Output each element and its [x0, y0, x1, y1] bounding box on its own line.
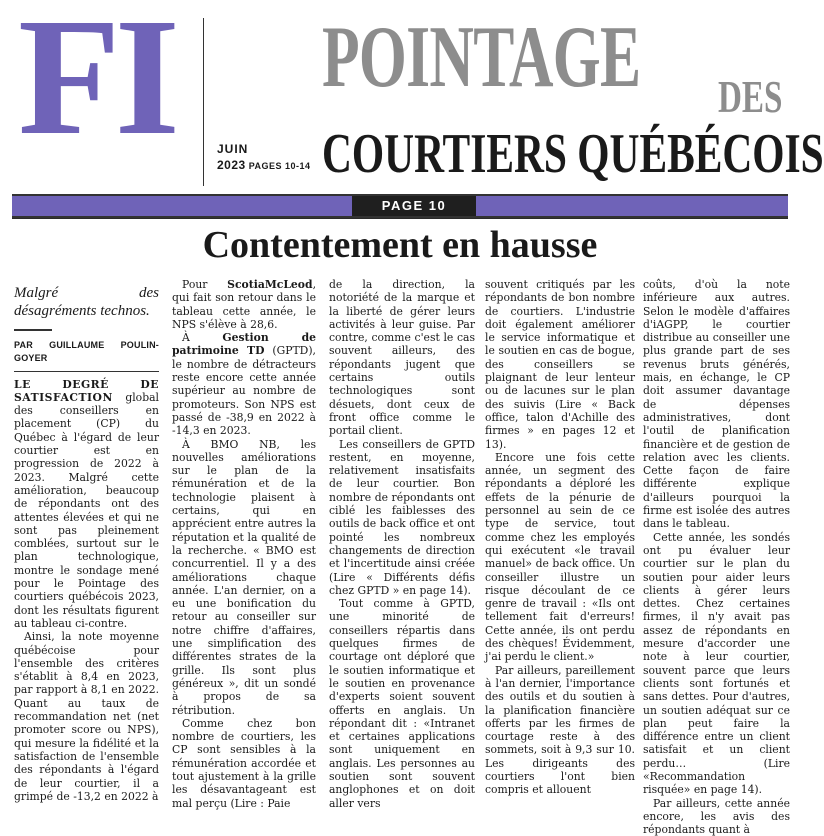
paragraph-text: Pour [182, 278, 228, 291]
paragraph: Comme chez bon nombre de courtiers, les CP sont sensibles à la rémunération accordée et tout ajustement à la grille les désavantageant est mal perçu (Lire : Paie [172, 716, 316, 810]
section-title-des: DES [718, 71, 783, 122]
paragraph-text: À [182, 331, 223, 345]
paragraph: Ainsi, la note moyenne québécoise pour l'ensemble des critères s'établit à 8,4 en 2023, par rapport à 8,1 en 2022. Quant au taux de recommandation net (net promoter score ou NPS), qui mesure la fidélité et la satisfaction de l'ensemble des répondants à l'égard de leur courtier, il a grimpé de -13,2 en 2022 à [14, 630, 159, 803]
article-byline: PAR GUILLAUME POULIN-GOYER [14, 339, 159, 372]
firm-name: Gestion de patrimoine TD [172, 331, 316, 358]
section-title-courtiers: COURTIERS QUÉBÉCOIS [322, 123, 824, 185]
paragraph: Par ailleurs, cette année encore, les avis des répondants quant à [643, 796, 790, 836]
paragraph-text: , qui fait son retour dans le tableau cette année, le NPS s'élève à 28,6. [172, 278, 316, 331]
paragraph [172, 331, 316, 437]
page-label: PAGE 10 [352, 196, 476, 216]
paragraph: Les conseillers de GPTD restent, en moyenne, relativement insatisfaits de leur courtier. Bon nombre de répondants ont ciblé les faiblesses des outils de back office et ont pointé les nombreux changements de direction et l'incertitude ainsi créée (Lire « Différents défis chez GPTD » en page 14). [329, 437, 475, 597]
issue-year-value: 2023 [217, 158, 246, 172]
paragraph: Par ailleurs, pareillement à l'an dernier, l'importance des outils et du soutien à la planification financière offerts par les firmes de courtage reste à des sommets, soit à 9,3 sur 10. Les dirigeants des courtiers l'ont bien compris et allouent [485, 663, 635, 797]
lead-rule [14, 329, 52, 331]
page-band [12, 194, 788, 218]
article-column-4 [485, 278, 635, 797]
issue-year [217, 158, 311, 172]
paragraph-text: global des conseillers en placement (CP) du Québec à l'égard de leur courtier est en progression de 2022 à 2023. Malgré cette amélioration, beaucoup de répondants ont des attentes élevées et qui ne sont pas pleinement comblées, surtout sur le plan technologique, montre le sondage mené pour le Pointage des courtiers québécois 2023, dont les résultats figurent au tableau ci-contre. [14, 390, 159, 630]
fi-logo: FI [18, 0, 174, 170]
article-headline: Contentement en hausse [202, 224, 598, 266]
article-column-3 [329, 278, 475, 810]
article-column-1 [14, 278, 159, 803]
paragraph: Encore une fois cette année, un segment des répondants a déploré les effets de la pénurie de personnel au sein de ce type de service, tout comme chez les employés qui exécutent «le travail manuel» de back office. Un conseiller illustre un risque découlant de ce genre de travail : «Ils ont tellement fait d'erreurs! Cette année, ils ont perdu des chèques! Évidemment, j'ai perdu le client.» [485, 450, 635, 664]
masthead-divider [203, 18, 204, 186]
paragraph: coûts, d'où la note inférieure aux autres. Selon le modèle d'affaires d'iAGPP, le courtier distribue au conseiller une plus grande part de ses revenus bruts générés, mais, en échange, le CP doit assumer davantage de dépenses administratives, dont l'outil de planification financière et de gestion de relation avec les clients. Cette façon de faire différente explique d'ailleurs pourquoi la firme est isolée des autres dans le tableau. [643, 278, 790, 531]
paragraph: À BMO NB, les nouvelles améliorations sur le plan de la rémunération et de la technologie plaisent à certains, qui en apprécient entre autres la réputation et la qualité de la recherche. « BMO est concurrentiel. Il y a des améliorations chaque année. L'an dernier, on a eu une bonification du retour au conseiller sur notre chiffre d'affaires, une simplification des différentes strates de la grille. Ils sont plus généreux », dit un sondé à propos de sa rétribution. [172, 437, 316, 717]
issue-month: JUIN [217, 142, 249, 156]
paragraph: de la direction, la notoriété de la marque et la liberté de gérer leurs activités à leur guise. Par contre, comme c'est le cas souvent ailleurs, des répondants jugent que certains outils technologiques sont désuets, dont ceux de front office comme le portail client. [329, 278, 475, 438]
paragraph: Tout comme à GPTD, une minorité de conseillers répartis dans quelques firmes de courtage ont déploré que le soutien informatique et le soutien en provenance d'experts soient souvent offerts en anglais. Un répondant dit : «Intranet et certaines applications sont uniquement en anglais. Les personnes au soutien sont souvent anglophones et on doit aller vers [329, 597, 475, 810]
article-column-2 [172, 278, 316, 810]
issue-pages: PAGES 10-14 [248, 161, 311, 171]
article-lead: Malgré des désagréments technos. [14, 285, 159, 319]
firm-name: ScotiaMcLeod [227, 278, 313, 291]
paragraph [172, 278, 316, 331]
band-underline [12, 218, 788, 219]
paragraph: Cette année, les sondés ont pu évaluer leur courtier sur le plan du soutien pour aider leurs clients à gérer leurs dettes. Chez certaines firmes, il n'y avait pas assez de répondants en mesure d'accorder une note à leur courtier, souvent parce que leurs clients sont fortunés et sans dettes. Pour d'autres, un soutien adéquat sur ce plan peut faire la différence entre un client satisfait et un client perdu… (Lire «Recommandation risquée» en page 14). [643, 530, 790, 797]
paragraph-lead-in: LE DEGRÉ DE SATISFACTION [14, 377, 159, 404]
article-column-5 [643, 278, 790, 836]
paragraph [14, 378, 159, 631]
section-title-pointage: POINTAGE [322, 9, 641, 106]
paragraph: souvent critiqués par les répondants de bon nombre de courtiers. L'industrie doit également améliorer le service informatique et le soutien en cas de bogue, des conseillers se plaignant de leur lenteur ou de lacunes sur le plan des suivis (Lire « Back office, talon d'Achille des firmes » en pages 12 et 13). [485, 278, 635, 451]
paragraph-text: (GPTD), le nombre de détracteurs reste encore cette année supérieur au nombre de promoteurs. Son NPS est passé de -38,9 en 2022 à -14,3 en 2023. [172, 344, 316, 438]
